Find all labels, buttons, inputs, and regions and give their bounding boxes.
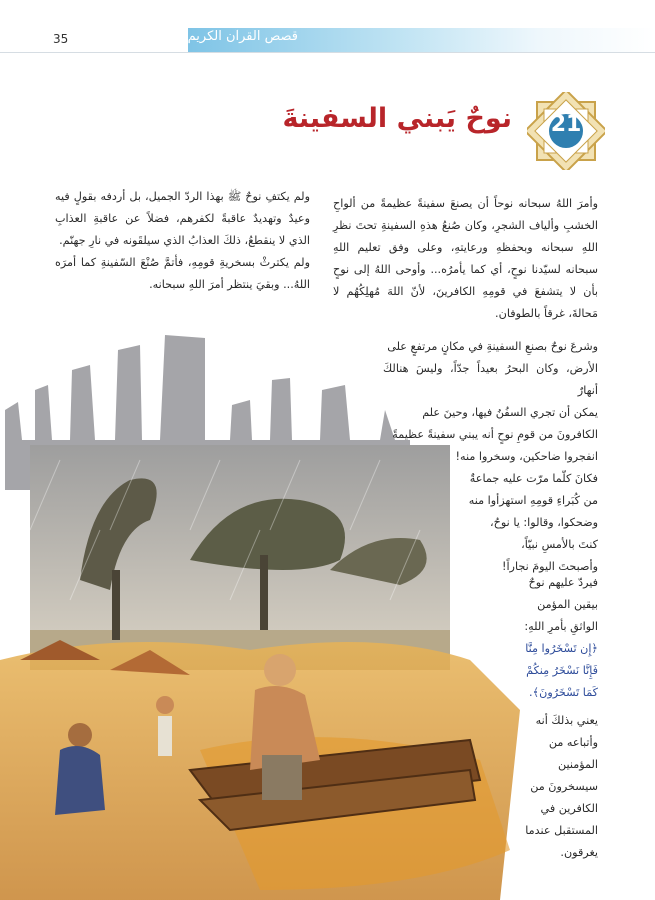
paragraph-5-line: يغرقون.: [560, 846, 598, 859]
quran-verse-line: كَمَا تَسْخَرُونَ﴾.: [529, 686, 598, 699]
left-column-text: [55, 186, 310, 296]
paragraph-4-line: بيقين المؤمن: [537, 598, 598, 611]
header-divider: [0, 52, 655, 53]
page-number: 35: [53, 32, 69, 46]
paragraph-5-line: الكافرين في: [540, 802, 598, 815]
series-title: قصص القرآن الكريم: [188, 29, 298, 44]
paragraph-2-line: وشرعَ نوحٌ بصنعِ السفينةِ في مكانٍ مرتفعٍ على: [387, 340, 598, 353]
left-paragraph-2: ولم يكترثْ بسخريةِ قومِهِ، فأتمَّ صُنْعَ السّفينةِ كما أمرَه اللهُ... وبقيَ ينتظر أمرَ اللهِ سبحانه.: [55, 256, 310, 291]
left-paragraph-1: ولم يكتفِ نوحٌ ﷺ بهذا الردّ الجميل، بل أردفه بقولٍ فيه وعيدٌ وتهديدٌ عاقبةً لكفرهم، فضلاً عن عاقبةِ العذابِ الذي لا ينقطعُ، ذلكَ العذابُ الذي سيلقَونه في نارِ جهنّم.: [55, 190, 310, 247]
paragraph-5-line: المستقبل عندما: [525, 824, 598, 837]
paragraph-2-line: يمكن أن تجري السفُنُ فيها، وحينَ علم: [422, 406, 598, 419]
quran-verse-line: فَإِنَّا نَسْخَرُ مِنكُمْ: [526, 664, 598, 677]
paragraph-2-line: الأرض، وكان البحرُ بعيداً جدّاً، وليسَ هنالكَ أنهارٌ: [383, 362, 598, 397]
paragraph-4-line: فيردّ عليهم نوحٌ: [528, 576, 598, 589]
paragraph-5-line: سيسخرونَ من: [530, 780, 598, 793]
paragraph-3-line: وأصبحتَ اليومَ نجاراً!: [501, 560, 598, 573]
right-paragraph-1: وأمرَ اللهُ سبحانه نوحاً أن يصنعَ سفينةً عظيمةً من ألواحِ الخشبِ وألياف الشجرِ، وكان صُنعُ هذهِ السفينةِ تحتَ نظرِ اللهِ سبحانه وبحفظهِ ورعايتهِ، وعلى وفق تعليم اللهِ سبحانه لسيّدنا نوحٍ، أي كما يأمرُه... وأوحى اللهُ إلى نوحٍ بأن لا يتشفعَ في قومِهِ الكافرينَ، لأنّ اللهَ مُهلِكُهُم لا مَحالةَ، غرقاً بالطوفان.: [333, 197, 598, 320]
chapter-number: 21: [550, 112, 582, 137]
paragraph-2-line: الكافرونَ من قومِ نوحٍ أنه يبني سفينةً عظيمةً: [392, 428, 598, 441]
paragraph-5-line: وأتباعه من: [548, 736, 598, 749]
paragraph-5-line: يعني بذلكَ أنه: [535, 714, 598, 727]
paragraph-5-line: المؤمنين: [557, 758, 598, 771]
paragraph-3-line: فكانَ كلّما مرّت عليه جماعةٌ: [469, 472, 598, 485]
paragraph-4-line: الواثقِ بأمرِ اللهِ:: [524, 620, 598, 633]
right-column-tail: [498, 710, 598, 864]
paragraph-3-line: وضحكوا، وقالوا: يا نوحُ،: [490, 516, 598, 529]
right-column-middle: [383, 336, 598, 578]
quran-verse-line: ﴿إِن تَسْخَرُوا مِنَّا: [525, 642, 598, 655]
paragraph-2-line: انفجروا ضاحكين، وسخروا منه!: [455, 450, 598, 463]
chapter-title: نوحٌ يَبني السفينةَ: [282, 103, 512, 134]
paragraph-3-line: كنتَ بالأمسِ نبيّاً،: [521, 538, 598, 551]
right-column-lower: [438, 572, 598, 704]
paragraph-3-line: من كُبَراءِ قومِهِ استهزأوا منه: [468, 494, 598, 507]
